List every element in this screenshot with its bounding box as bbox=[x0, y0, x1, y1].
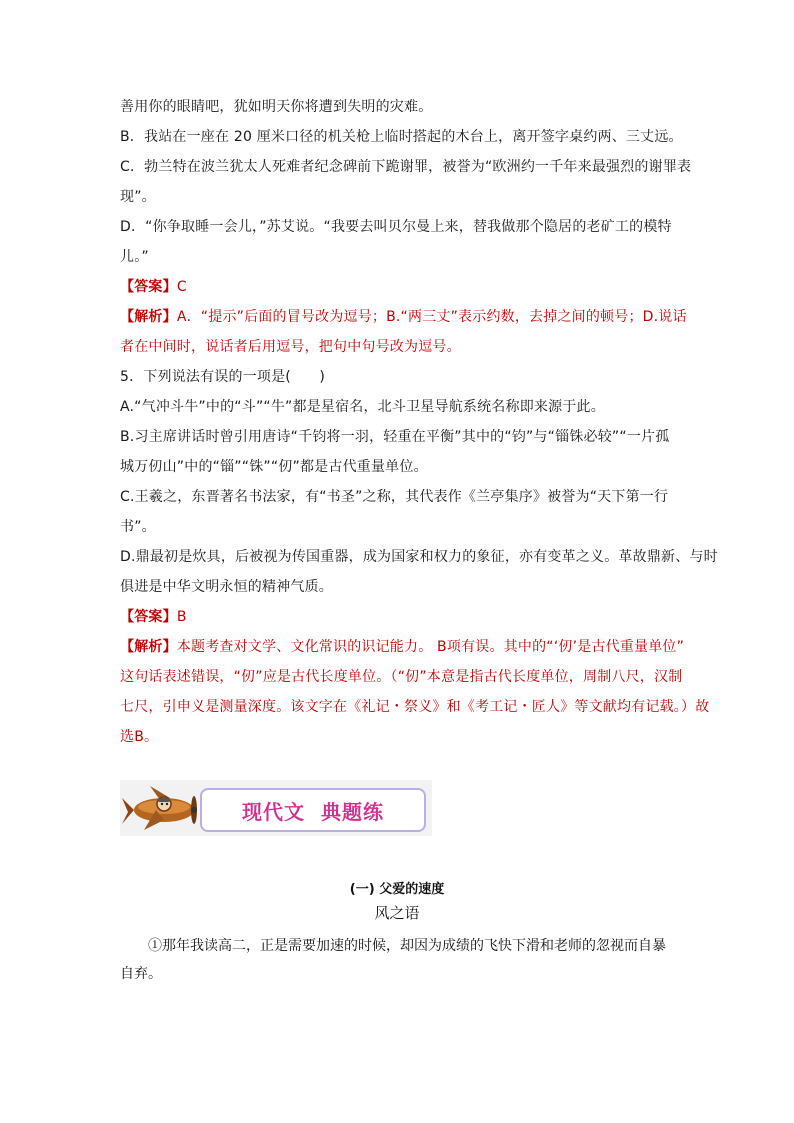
q5-option-d-line1: D.鼎最初是炊具，后被视为传国重器，成为国家和权力的象征，亦有变革之义。革故鼎新、与时 bbox=[120, 549, 718, 565]
q5-analysis-line1 bbox=[120, 632, 694, 662]
answer-tag: 【答案】 bbox=[120, 279, 177, 295]
q5-option-b-line1: B.习主席讲话时曾引用唐诗“千钧将一羽，轻重在平衡”其中的“钧”与“锱铢必较”“一片孤 bbox=[120, 429, 670, 445]
q4-option-b: B．我站在一座在 20 厘米口径的机关枪上临时搭起的木台上，离开签字桌约两、三丈远。 bbox=[120, 129, 683, 145]
banner-label-box bbox=[200, 788, 426, 832]
q4-answer bbox=[120, 272, 694, 302]
answer-value: C bbox=[176, 279, 187, 295]
banner-title: 现代文 典题练 bbox=[242, 799, 384, 824]
q5-option-d-line2: 俱进是中华文明永恒的精神气质。 bbox=[120, 579, 333, 595]
q5-analysis-line2: 这句话表述错误，“仞”应是古代长度单位。（“仞”本意是指古代长度单位，周制八尺，汉制 bbox=[120, 669, 683, 685]
q5-option-b-line2: 城万仞山”中的“锱”“铢”“仞”都是古代重量单位。 bbox=[120, 459, 428, 475]
q4-option-d-line1: D．“你争取睡一会儿，”苏艾说。“我要去叫贝尔曼上来，替我做那个隐居的老矿工的模特 bbox=[120, 219, 672, 235]
q4-option-a-continued: 善用你的眼睛吧，犹如明天你将遭到失明的灾难。 bbox=[120, 99, 433, 115]
article-paragraph-1 bbox=[120, 932, 694, 988]
q5-stem: 5．下列说法有误的一项是( ) bbox=[120, 369, 326, 385]
q5-analysis-line3: 七尺，引申义是测量深度。该文字在《礼记・祭义》和《考工记・匠人》等文献均有记载。）故 bbox=[120, 699, 710, 715]
article-title: (一) 父爱的速度 bbox=[349, 882, 445, 897]
q5-answer bbox=[120, 602, 694, 632]
analysis-text: 本题考查对文学、文化常识的识记能力。 B项有误。其中的“‘仞’是古代重量单位” bbox=[176, 639, 685, 655]
article-author: 风之语 bbox=[374, 904, 420, 922]
analysis-text: A．“提示”后面的冒号改为逗号；B.“两三丈”表示约数，去掉之间的顿号；D.说话 bbox=[176, 309, 687, 325]
question-block bbox=[120, 92, 718, 752]
q5-option-c-line2: 书”。 bbox=[120, 519, 156, 535]
analysis-tag: 【解析】 bbox=[120, 639, 177, 655]
q4-option-c-line1: C．勃兰特在波兰犹太人死难者纪念碑前下跪谢罪，被誉为“欧洲约一千年来最强烈的谢罪表 bbox=[120, 159, 692, 175]
q5-analysis-line4: 选B。 bbox=[120, 729, 159, 745]
paragraph-line1: ①那年我读高二，正是需要加速的时候，却因为成绩的飞快下滑和老师的忽视而自暴 bbox=[148, 938, 666, 954]
paragraph-line2: 自弃。 bbox=[120, 966, 162, 982]
airplane-mascot-icon bbox=[120, 780, 202, 836]
answer-tag: 【答案】 bbox=[120, 609, 177, 625]
q4-option-c-line2: 现”。 bbox=[120, 189, 156, 205]
q4-analysis-line2: 者在中间时，说话者后用逗号，把句中句号改为逗号。 bbox=[120, 339, 461, 355]
q4-option-d-line2: 儿。” bbox=[120, 249, 149, 265]
q5-option-c-line1: C.王羲之，东晋著名书法家，有“书圣”之称，其代表作《兰亭集序》被誉为“天下第一行 bbox=[120, 489, 669, 505]
section-banner bbox=[120, 780, 432, 836]
q5-option-a: A.“气冲斗牛”中的“斗”“牛”都是星宿名，北斗卫星导航系统名称即来源于此。 bbox=[120, 399, 605, 415]
answer-value: B bbox=[176, 609, 187, 625]
q4-analysis-line1 bbox=[120, 302, 694, 332]
analysis-tag: 【解析】 bbox=[120, 309, 177, 325]
